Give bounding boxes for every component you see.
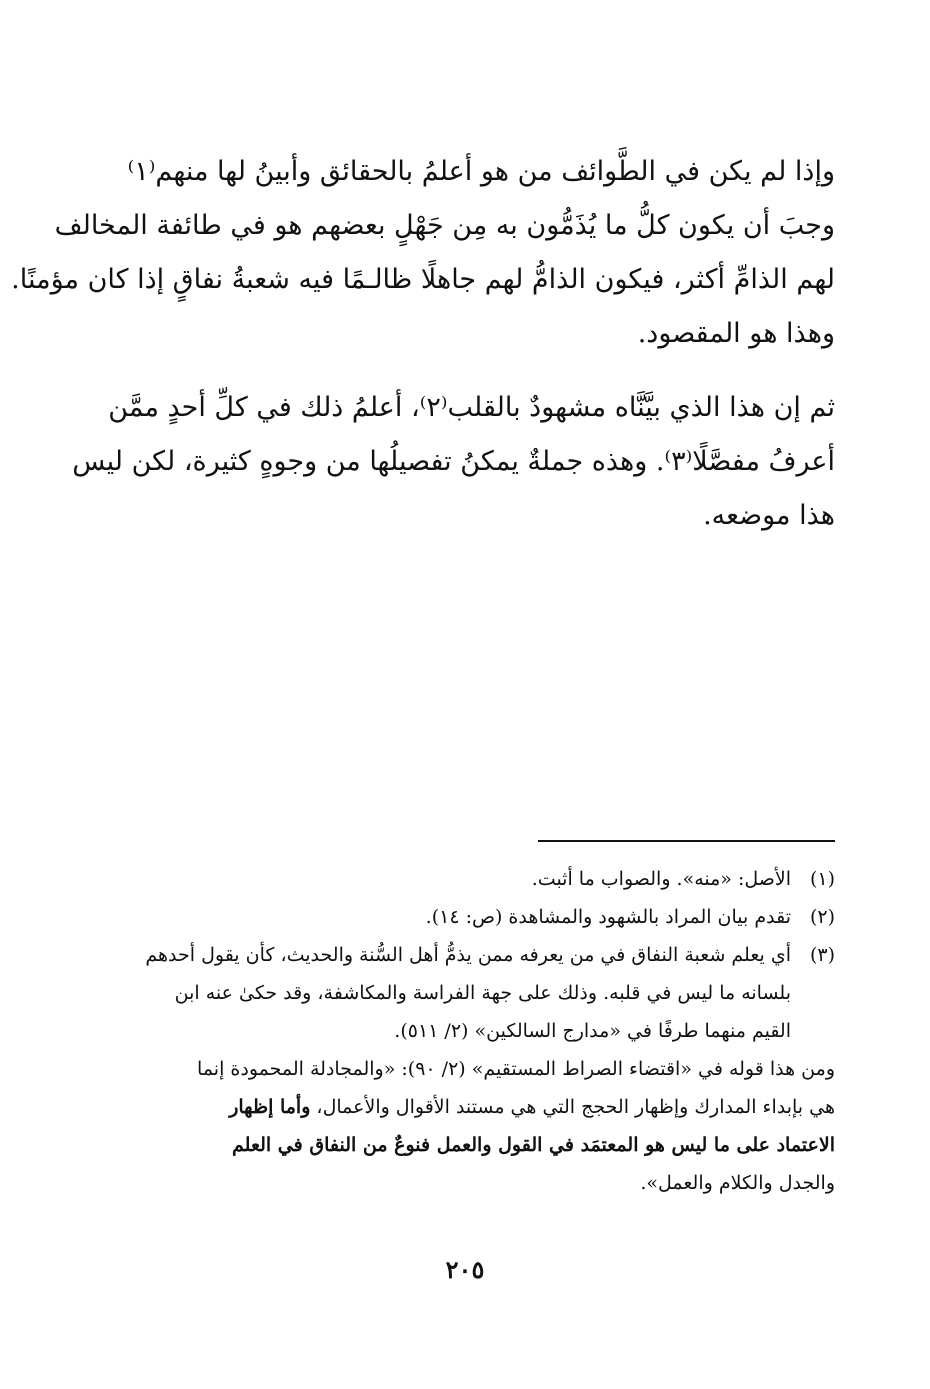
footnote-line: ومن هذا قوله في «اقتضاء الصراط المستقيم» (٢/ ٩٠): «والمجادلة المحمودة إنما <box>197 1058 835 1080</box>
footnote-divider <box>538 840 835 842</box>
paragraph-gap <box>100 361 835 381</box>
footnote-line: أي يعلم شعبة النفاق في من يعرفه ممن يذمُّ أهل السُّنة والحديث، كأن يقول أحدهم <box>145 944 791 966</box>
text-line: وجبَ أن يكون كلُّ ما يُذَمُّون به مِن جَهْلٍ بعضهم هو في طائفة المخالف <box>54 210 835 241</box>
text-line: أعرفُ مفصَّلًا⁽٣⁾. وهذه جملةٌ يمكنُ تفصيلُها من وجوهٍ كثيرة، لكن ليس <box>72 446 835 477</box>
footnote-number: (٣) <box>809 944 835 966</box>
text-line: ثم إن هذا الذي بيَّنَّاه مشهودٌ بالقلب⁽٢⁾، أعلمُ ذلك في كلِّ أحدٍ ممَّن <box>108 392 835 423</box>
page-number: ٢٠٥ <box>445 1255 485 1284</box>
footnote-line: القيم منهما طرفًا في «مدارج السالكين» (٢/ ٥١١). <box>394 1020 791 1042</box>
footnote-2 <box>100 898 835 936</box>
footnote-body <box>100 860 791 898</box>
footnotes <box>100 860 835 1202</box>
footnote-1 <box>100 860 835 898</box>
footnote-line: والجدل والكلام والعمل». <box>640 1172 835 1194</box>
footnote-body <box>100 936 791 1050</box>
footnote-line: تقدم بيان المراد بالشهود والمشاهدة (ص: ١٤). <box>425 906 791 928</box>
main-text <box>11 145 835 543</box>
footnote-bold-line: الاعتماد على ما ليس هو المعتمَد في القول والعمل فنوعٌ من النفاق في العلم <box>232 1134 835 1156</box>
text-line: لهم الذامِّ أكثر، فيكون الذامُّ لهم جاهلًا ظالـمًا فيه شعبةُ نفاقٍ إذا كان مؤمنًا. <box>11 264 835 295</box>
footnote-bold-text: وأما إظهار <box>229 1096 311 1118</box>
footnote-line <box>100 1088 835 1126</box>
footnote-number: (٢) <box>809 906 835 928</box>
footnote-body <box>100 898 791 936</box>
footnote-line: الأصل: «منه». والصواب ما أثبت. <box>531 868 791 890</box>
text-line: هذا موضعه. <box>703 500 835 531</box>
footnote-3 <box>100 936 835 1050</box>
paragraph-1 <box>11 145 835 361</box>
footnote-3-continuation <box>100 1050 835 1202</box>
paragraph-2 <box>72 381 835 543</box>
footnote-line: بلسانه ما ليس في قلبه. وذلك على جهة الفراسة والمكاشفة، وقد حكىٰ عنه ابن <box>174 982 791 1004</box>
text-line: وهذا هو المقصود. <box>637 318 835 349</box>
footnote-text: هي بإبداء المدارك وإظهار الحجج التي هي مستند الأقوال والأعمال، <box>310 1096 835 1118</box>
text-line: وإذا لم يكن في الطَّوائف من هو أعلمُ بالحقائق وأبينُ لها منهم⁽١⁾ <box>127 156 835 187</box>
footnote-number: (١) <box>809 868 835 890</box>
